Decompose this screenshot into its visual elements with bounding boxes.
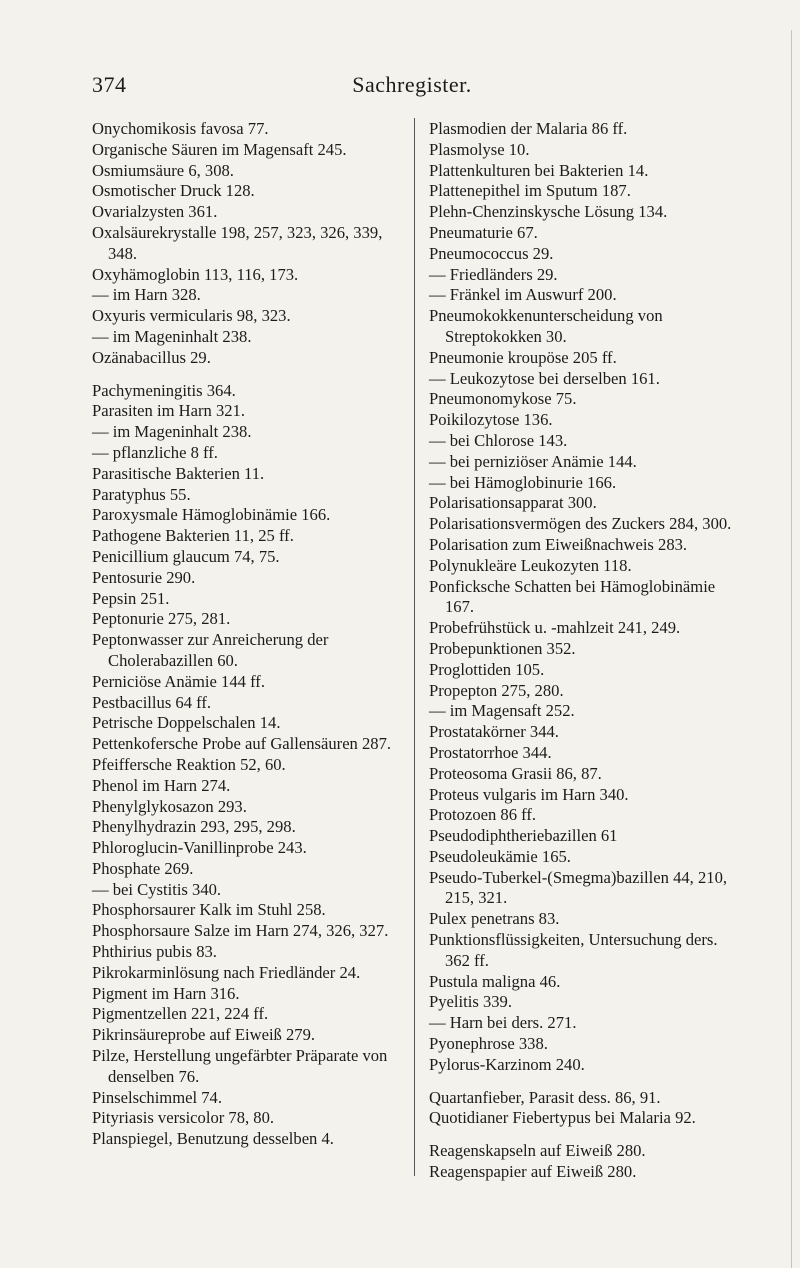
index-entry: Probepunktionen 352. <box>429 638 576 658</box>
index-entry: — bei perniziöser Anämie 144. <box>429 451 637 471</box>
index-entry: Pseudodiphtheriebazillen 61 <box>429 826 618 846</box>
index-entry: — bei Hämoglobinurie 166. <box>429 472 617 492</box>
running-title: Sachregister. <box>352 72 472 97</box>
index-entry: Polarisationsapparat 300. <box>429 493 597 513</box>
index-entry: Pneumaturie 67. <box>429 222 538 242</box>
index-entry: Pettenkofersche Probe auf Gallensäuren 287. <box>92 734 392 754</box>
index-entry: Phloroglucin-Vanillinprobe 243. <box>92 838 307 858</box>
column-divider <box>414 118 415 1176</box>
index-entry: Parasitische Bakterien 11. <box>92 463 265 483</box>
index-entry: Prostatorrhoe 344. <box>429 742 552 762</box>
index-entry: Phenylglykosazon 293. <box>92 796 247 816</box>
index-entry: Plasmolyse 10. <box>429 139 530 159</box>
index-entry: Pustula maligna 46. <box>429 971 561 991</box>
index-entry: Pneumokokkenunterscheidung von Streptokokken 30. <box>429 306 663 346</box>
index-entry: Perniciöse Anämie 144 ff. <box>92 671 265 691</box>
index-entry: — pflanzliche 8 ff. <box>92 442 218 462</box>
page-header <box>92 72 732 102</box>
index-entry: Pigment im Harn 316. <box>92 983 240 1003</box>
index-entry: Osmiumsäure 6, 308. <box>92 160 234 180</box>
index-entry: Pseudo-Tuberkel-(Smegma)bazillen 44, 210, 215, 321. <box>429 867 728 908</box>
index-entry: Onychomikosis favosa 77. <box>92 119 269 138</box>
index-entry: — bei Cystitis 340. <box>92 879 222 899</box>
index-entry: Plattenkulturen bei Bakterien 14. <box>429 160 649 180</box>
index-entry: Probefrühstück u. -mahlzeit 241, 249. <box>429 618 681 638</box>
index-entry: Pyonephrose 338. <box>429 1034 548 1054</box>
index-entry: Reagenspapier auf Eiweiß 280. <box>429 1162 637 1182</box>
index-entry: Protozoen 86 ff. <box>429 805 537 825</box>
index-entry: Plattenepithel im Sputum 187. <box>429 181 631 201</box>
index-entry: Poikilozytose 136. <box>429 410 553 430</box>
index-entry: — im Mageninhalt 238. <box>92 422 252 442</box>
index-entry: Proglottiden 105. <box>429 659 545 679</box>
index-entry: Polynukleäre Leukozyten 118. <box>429 555 632 575</box>
index-entry: Peptonwasser zur Anreicherung der Cholerabazillen 60. <box>92 630 329 670</box>
index-entry: Quotidianer Fiebertypus bei Malaria 92. <box>429 1108 696 1128</box>
section-gap <box>92 369 410 381</box>
index-entry: Paroxysmale Hämoglobinämie 166. <box>92 505 331 525</box>
section-gap <box>429 1076 741 1088</box>
index-entry: Pestbacillus 64 ff. <box>92 692 212 712</box>
index-entry: Propepton 275, 280. <box>429 680 564 700</box>
index-entry: Proteosoma Grasii 86, 87. <box>429 763 602 783</box>
index-column-right <box>429 119 741 1183</box>
index-entry: Oxyuris vermicularis 98, 323. <box>92 306 291 326</box>
index-entry: — im Harn 328. <box>92 285 201 305</box>
index-entry: Oxyhämoglobin 113, 116, 173. <box>92 264 299 284</box>
index-entry: — bei Chlorose 143. <box>429 430 568 450</box>
index-entry: Petrische Doppelschalen 14. <box>92 713 281 733</box>
index-entry: Phosphorsaure Salze im Harn 274, 326, 327. <box>92 921 389 941</box>
index-entry: Pepsin 251. <box>92 588 170 608</box>
index-entry: Plehn-Chenzinskysche Lösung 134. <box>429 202 668 222</box>
index-entry: Parasiten im Harn 321. <box>92 401 245 421</box>
index-entry: Planspiegel, Benutzung desselben 4. <box>92 1129 334 1149</box>
index-entry: Pikrinsäureprobe auf Eiweiß 279. <box>92 1025 316 1045</box>
index-entry: Paratyphus 55. <box>92 484 191 504</box>
index-entry: Pneumonomykose 75. <box>429 389 577 409</box>
index-entry: Pylorus-Karzinom 240. <box>429 1054 585 1074</box>
index-entry: Polarisationsvermögen des Zuckers 284, 300. <box>429 514 732 534</box>
index-entry: Phosphorsaurer Kalk im Stuhl 258. <box>92 900 326 920</box>
page-edge <box>791 30 792 1268</box>
page-number: 374 <box>92 72 127 97</box>
index-entry: — im Magensaft 252. <box>429 701 575 721</box>
index-entry: Pentosurie 290. <box>92 567 196 587</box>
index-entry: Osmotischer Druck 128. <box>92 181 255 201</box>
index-entry: Pikrokarminlösung nach Friedländer 24. <box>92 962 361 982</box>
index-column-left <box>92 119 410 1150</box>
index-entry: Phenylhydrazin 293, 295, 298. <box>92 817 296 837</box>
index-entry: Pfeiffersche Reaktion 52, 60. <box>92 754 286 774</box>
index-entry: Pneumococcus 29. <box>429 243 554 263</box>
index-entry: Plasmodien der Malaria 86 ff. <box>429 119 628 138</box>
index-entry: — Fränkel im Auswurf 200. <box>429 285 617 305</box>
index-entry: Ponficksche Schatten bei Hämoglobinämie 167. <box>429 576 716 617</box>
index-entry: Organische Säuren im Magensaft 245. <box>92 139 347 159</box>
index-entry: Punktionsflüssigkeiten, Untersuchung ders. 362 ff. <box>429 930 718 970</box>
section-gap <box>429 1129 741 1141</box>
index-entry: Penicillium glaucum 74, 75. <box>92 546 280 566</box>
index-entry: Polarisation zum Eiweißnachweis 283. <box>429 534 688 554</box>
index-entry: — Leukozytose bei derselben 161. <box>429 368 660 388</box>
index-entry: Pinselschimmel 74. <box>92 1087 222 1107</box>
index-entry: Oxalsäurekrystalle 198, 257, 323, 326, 339, 348. <box>92 222 383 263</box>
index-entry: Reagenskapseln auf Eiweiß 280. <box>429 1141 646 1161</box>
index-entry: Pseudoleukämie 165. <box>429 846 571 866</box>
index-entry: Quartanfieber, Parasit dess. 86, 91. <box>429 1087 661 1107</box>
index-entry: Pathogene Bakterien 11, 25 ff. <box>92 526 294 546</box>
index-entry: Proteus vulgaris im Harn 340. <box>429 784 629 804</box>
index-entry: Phthirius pubis 83. <box>92 942 217 962</box>
index-entry: Ovarialzysten 361. <box>92 202 218 222</box>
index-entry: — Friedländers 29. <box>429 264 558 284</box>
index-entry: Prostatakörner 344. <box>429 722 559 742</box>
index-entry: Pulex penetrans 83. <box>429 909 560 929</box>
index-entry: Pityriasis versicolor 78, 80. <box>92 1108 275 1128</box>
index-entry: Pigmentzellen 221, 224 ff. <box>92 1004 269 1024</box>
index-entry: Pilze, Herstellung ungefärbter Präparate von denselben 76. <box>92 1046 388 1086</box>
index-entry: Pachymeningitis 364. <box>92 380 236 400</box>
index-entry: Phosphate 269. <box>92 858 194 878</box>
index-entry: Pyelitis 339. <box>429 992 512 1012</box>
index-entry: Phenol im Harn 274. <box>92 775 231 795</box>
index-entry: Ozänabacillus 29. <box>92 347 211 367</box>
index-entry: Peptonurie 275, 281. <box>92 609 231 629</box>
index-entry: — im Mageninhalt 238. <box>92 326 252 346</box>
index-entry: — Harn bei ders. 271. <box>429 1013 577 1033</box>
index-entry: Pneumonie kroupöse 205 ff. <box>429 347 617 367</box>
